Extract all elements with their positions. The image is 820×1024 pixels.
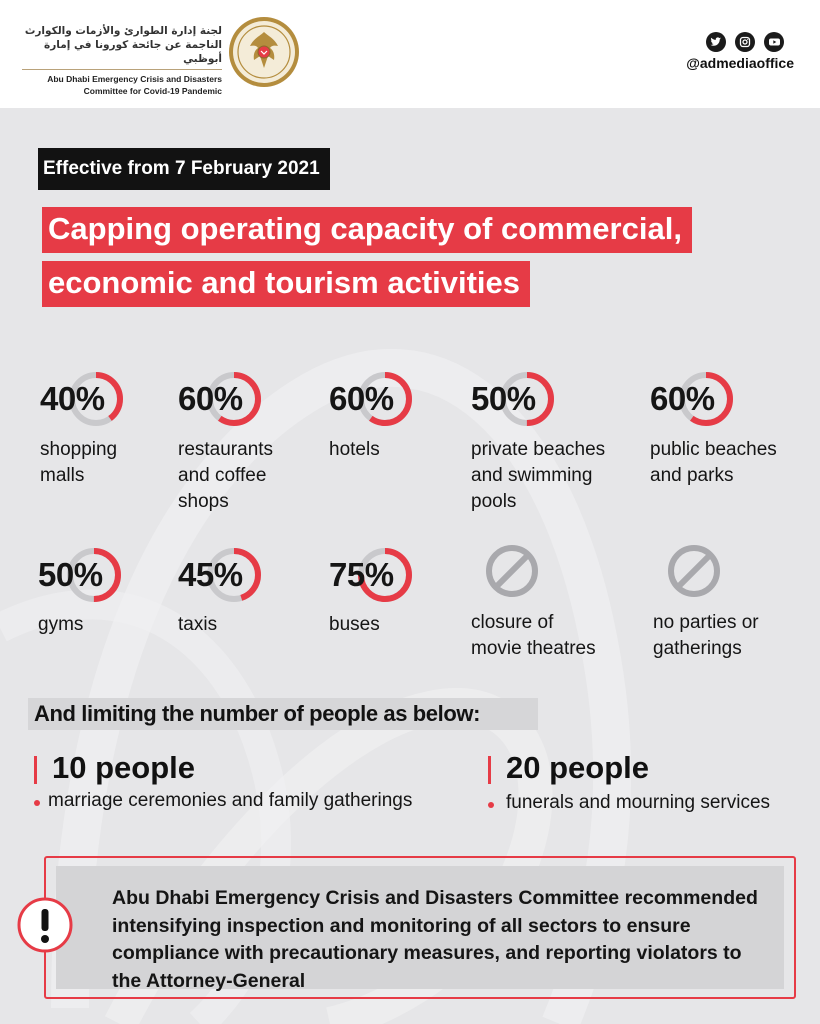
- capacity-percent: 50%: [38, 556, 103, 593]
- committee-name: [22, 24, 222, 97]
- instagram-icon[interactable]: [735, 32, 755, 52]
- accent-bar: [488, 756, 491, 784]
- headline-line1: Capping operating capacity of commercial,: [42, 207, 692, 253]
- people-count: 10 people: [52, 750, 195, 785]
- capacity-label: buses: [329, 614, 380, 635]
- capacity-percent: 60%: [329, 380, 394, 417]
- exclamation-icon: [16, 896, 74, 954]
- capacity-percent: 40%: [40, 380, 105, 417]
- closure-label: no parties or gatherings: [653, 612, 759, 659]
- capacity-percent: 50%: [471, 380, 536, 417]
- capacity-label: taxis: [178, 614, 218, 635]
- people-count: 20 people: [506, 750, 649, 785]
- capacity-label: private beaches and swimming pools: [471, 439, 606, 512]
- twitter-icon[interactable]: [706, 32, 726, 52]
- capacity-label: shopping malls: [40, 439, 118, 486]
- closure-label: closure of movie theatres: [471, 612, 596, 659]
- capacity-label: hotels: [329, 439, 380, 460]
- bullet-dot: [488, 802, 494, 808]
- notice-text: Abu Dhabi Emergency Crisis and Disasters Committee recommended intensifying inspection and monitoring of all sectors to ensure compliance with precautionary measures, and reporting violators to the Attorney-General: [112, 887, 758, 992]
- prohibited-icon: [483, 542, 541, 600]
- capacity-label: public beaches and parks: [650, 439, 777, 486]
- capacity-percent: 60%: [178, 380, 243, 417]
- social-handle[interactable]: @admediaoffice: [686, 55, 794, 71]
- headline-line2: economic and tourism activities: [42, 261, 530, 307]
- capacity-percent: 75%: [329, 556, 394, 593]
- arabic-name-line1: لجنة إدارة الطوارئ والأزمات والكوارث: [24, 25, 222, 37]
- limits-title: And limiting the number of people as below:: [28, 698, 538, 730]
- people-desc: funerals and mourning services: [506, 792, 771, 813]
- falcon-emblem-icon: [228, 16, 300, 88]
- header-bar: [0, 0, 820, 108]
- bullet-dot: [34, 800, 40, 806]
- prohibited-icon: [665, 542, 723, 600]
- youtube-icon[interactable]: [764, 32, 784, 52]
- notice-box: [44, 856, 796, 999]
- effective-date-banner: Effective from 7 February 2021: [38, 148, 330, 190]
- headline: [42, 207, 692, 300]
- capacity-label: restaurants and coffee shops: [178, 439, 274, 512]
- social-links: [706, 32, 784, 52]
- english-name-line1: Abu Dhabi Emergency Crisis and Disasters: [47, 74, 222, 84]
- capacity-label: gyms: [38, 614, 84, 635]
- notice-background: [56, 866, 784, 992]
- accent-bar: [34, 756, 37, 784]
- logo-divider: [22, 69, 222, 70]
- capacity-percent: 45%: [178, 556, 243, 593]
- english-name-line2: Committee for Covid-19 Pandemic: [83, 86, 222, 96]
- capacity-percent: 60%: [650, 380, 715, 417]
- people-desc: marriage ceremonies and family gatherings: [48, 790, 413, 811]
- arabic-name-line2: الناجمة عن جائحة كورونا في إمارة أبوظبي: [44, 39, 222, 65]
